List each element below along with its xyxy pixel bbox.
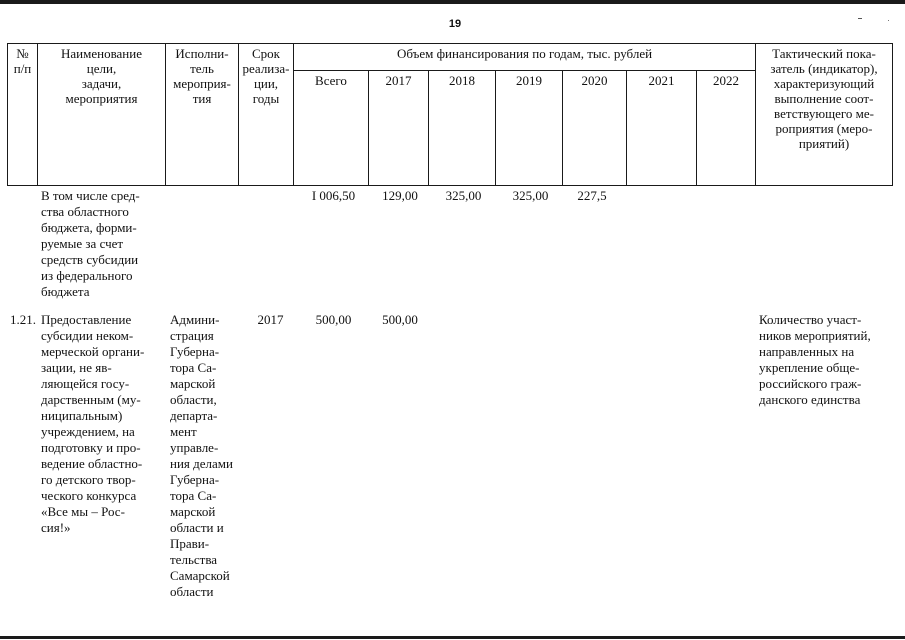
header-year-2021: 2021 (627, 70, 697, 185)
scan-speck (888, 20, 889, 21)
header-table (7, 43, 893, 186)
row-item-term: 2017 (257, 312, 284, 327)
row-item-name: Предоставление субсидии неком- мерческой органи- зации, не яв- ляющейся госу- дарственным (му- ниципальным) учреждением, на подготовку и про- ведение областно- го детского твор- ческого конкурса «Все мы – Рос- сия!» (41, 312, 145, 535)
row-item-indicator: Количество участ- ников мероприятий, направленных на укрепление обще- российского граж- данского единства (759, 312, 871, 407)
header-year-2018: 2018 (429, 70, 496, 185)
header-year-2019: 2019 (496, 70, 563, 185)
row-subtotal-total: I 006,50 (311, 188, 356, 203)
page-number: 19 (448, 18, 462, 30)
row-item-2017: 500,00 (382, 312, 418, 327)
header-year-2020: 2020 (563, 70, 627, 185)
row-item-num: 1.21. (10, 312, 36, 327)
header-executor: Исполни- тель мероприя- тия (166, 44, 239, 186)
header-term: Срок реализа- ции, годы (239, 44, 294, 186)
header-year-2022: 2022 (697, 70, 756, 185)
header-funding: Объем финансирования по годам, тыс. рублей (294, 44, 756, 71)
row-subtotal-2017: 129,00 (382, 188, 418, 203)
header-indicator: Тактический пока- затель (индикатор), характеризующий выполнение соот- ветствующего ме- роприятия (меро- приятий) (756, 44, 893, 186)
header-num: № п/п (8, 44, 38, 186)
row-subtotal-2019: 325,00 (512, 188, 549, 203)
header-total: Всего (294, 70, 369, 185)
row-subtotal-name: В том числе сред- ства областного бюджета, форми- руемые за счет средств субсидии из федерального бюджета (41, 188, 140, 299)
row-subtotal-2018: 325,00 (445, 188, 482, 203)
row-subtotal-2020: 227,5 (577, 188, 607, 203)
row-item-executor: Админи- страция Губерна- тора Са- марской области, департа- мент управле- ния делами Губерна- тора Са- марской области и Прави- тельства Самарской области (170, 312, 233, 599)
header-name: Наименование цели, задачи, мероприятия (38, 44, 166, 186)
top-border-line (0, 0, 905, 4)
header-year-2017: 2017 (369, 70, 429, 185)
scan-speck (858, 18, 862, 19)
row-item-total: 500,00 (315, 312, 352, 327)
bottom-border-line (0, 636, 905, 639)
